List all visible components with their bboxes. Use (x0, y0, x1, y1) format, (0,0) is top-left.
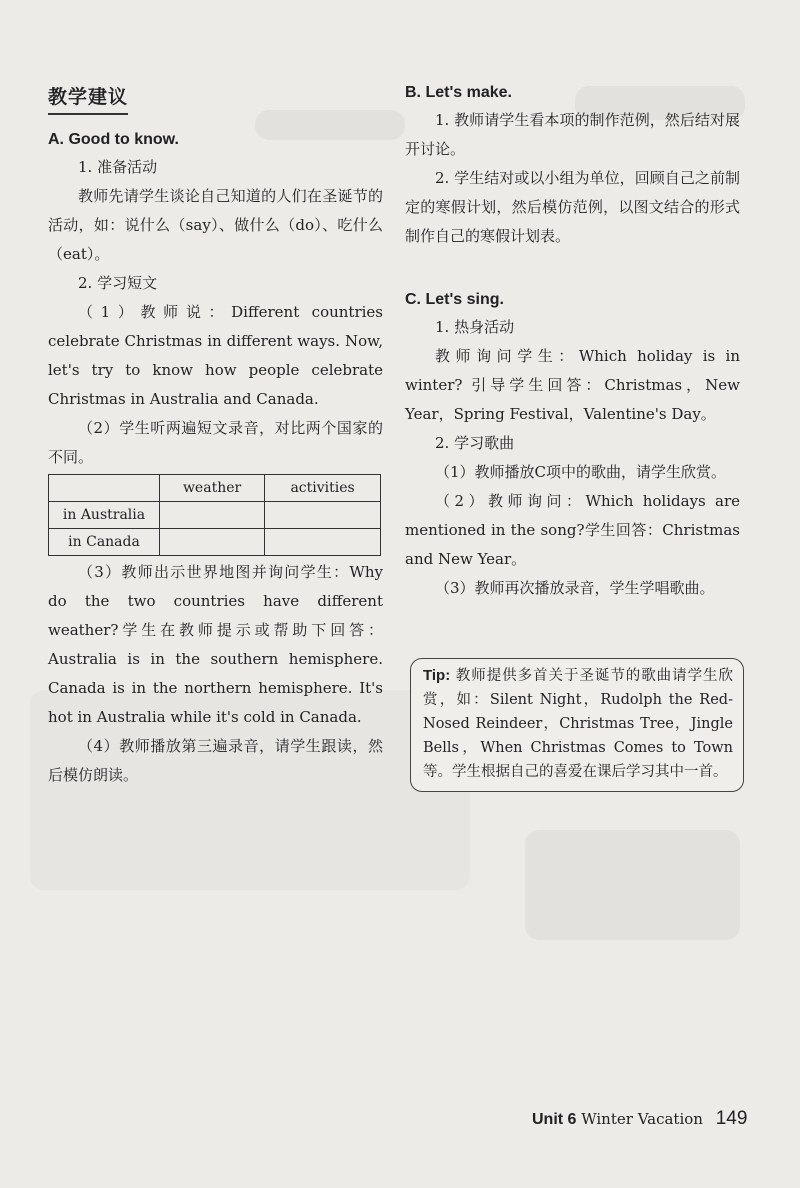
table-row (49, 502, 381, 529)
section-a-para: （4）教师播放第三遍录音，请学生跟读，然后模仿朗读。 (48, 737, 383, 784)
page-footer (532, 1108, 747, 1130)
page-number: 149 (715, 1108, 748, 1129)
table-cell (265, 529, 381, 556)
footer-unit-title: Winter Vacation (581, 1110, 703, 1128)
table-header-row (49, 475, 381, 502)
section-c-para: 教师询问学生：Which holiday is in winter? 引导学生回答：Christmas，New Year，Spring Festival，Valentine's Day。 (405, 347, 740, 423)
left-column (48, 82, 383, 790)
table-row (49, 529, 381, 556)
section-a-step1: 1. 准备活动 (78, 158, 158, 176)
table-header-cell: weather (160, 475, 265, 502)
section-c-step1: 1. 热身活动 (435, 318, 515, 336)
comparison-table (48, 474, 381, 556)
section-a-title: A. Good to know. (48, 131, 179, 148)
section-c-para: （2）教师询问：Which holidays are mentioned in the song?学生回答：Christmas and New Year。 (405, 492, 740, 568)
table-cell: in Australia (49, 502, 160, 529)
footer-unit: Unit 6 (532, 1111, 577, 1128)
right-column (405, 84, 740, 603)
section-c-para: （1）教师播放C项中的歌曲，请学生欣赏。 (435, 463, 727, 481)
section-c-title: C. Let's sing. (405, 291, 504, 308)
section-b-para: 1. 教师请学生看本项的制作范例，然后结对展开讨论。 (405, 111, 740, 158)
section-a-para: （2）学生听两遍短文录音，对比两个国家的不同。 (48, 419, 383, 466)
table-header-cell (49, 475, 160, 502)
section-a-step2: 2. 学习短文 (78, 274, 158, 292)
tip-text: 教师提供多首关于圣诞节的歌曲请学生欣赏，如：Silent Night，Rudolph the Red-Nosed Reindeer，Christmas Tree，Jingle Bells，When Christmas Comes to Town等。学生根据自己的喜爱在课后学习其中一首。 (423, 668, 733, 780)
section-b-title: B. Let's make. (405, 84, 512, 101)
section-a-para: （3）教师出示世界地图并询问学生：Why do the two countries have different weather?学生在教师提示或帮助下回答：Australia is in the southern hemisphere. Canada is in the northern hemisphere. It's hot in Australia while it's cold in Canada. (48, 563, 383, 726)
table-cell: in Canada (49, 529, 160, 556)
table-header-cell: activities (265, 475, 381, 502)
tip-label: Tip: (423, 667, 451, 684)
tip-box (410, 658, 744, 792)
section-c-para: （3）教师再次播放录音，学生学唱歌曲。 (435, 579, 715, 597)
section-a-para: 教师先请学生谈论自己知道的人们在圣诞节的活动，如：说什么（say）、做什么（do）、吃什么（eat）。 (48, 187, 383, 263)
table-cell (160, 529, 265, 556)
table-cell (160, 502, 265, 529)
section-a-para: （1）教师说：Different countries celebrate Christmas in different ways. Now, let's try to know how people celebrate Christmas in Australia and Canada. (48, 303, 383, 408)
table-cell (265, 502, 381, 529)
show-through-shape (525, 830, 740, 940)
section-c-step2: 2. 学习歌曲 (435, 434, 515, 452)
page-heading: 教学建议 (48, 82, 128, 115)
section-b-para: 2. 学生结对或以小组为单位，回顾自己之前制定的寒假计划，然后模仿范例，以图文结合的形式制作自己的寒假计划表。 (405, 169, 740, 245)
